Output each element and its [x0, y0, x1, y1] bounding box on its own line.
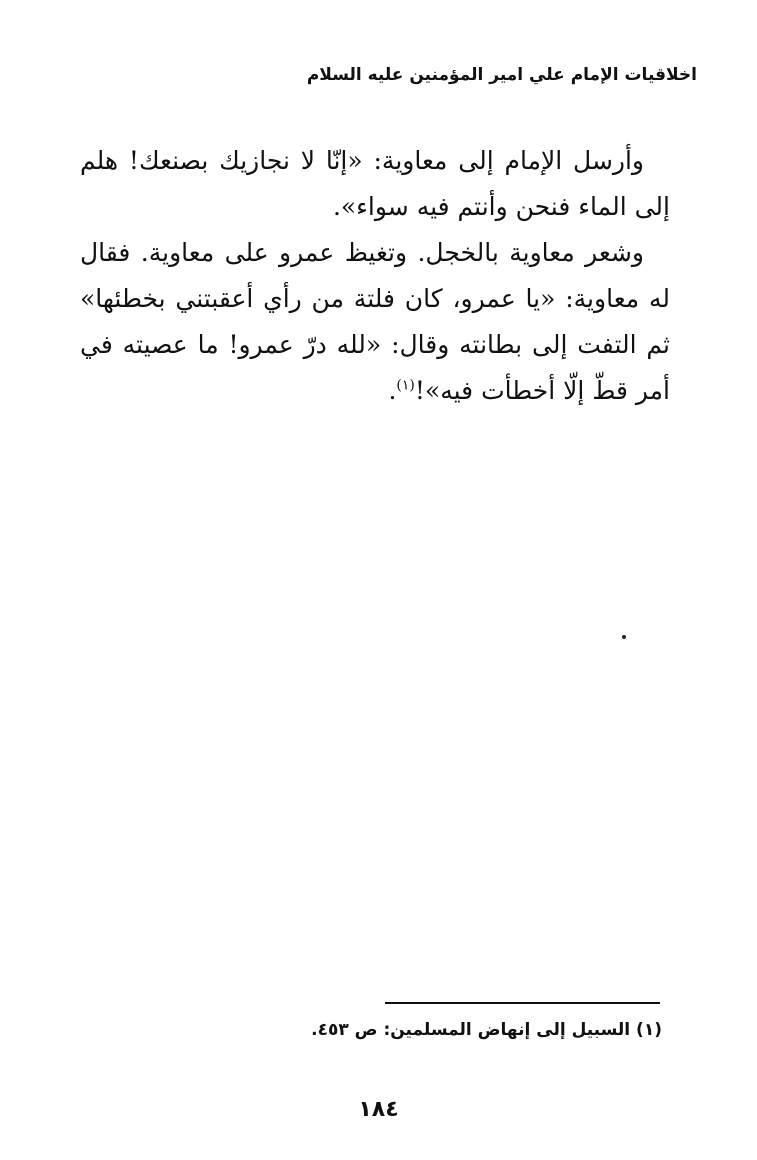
footnote-marker[interactable]: (١)	[396, 377, 415, 394]
running-header	[57, 62, 697, 88]
body-text	[80, 138, 670, 414]
paragraph-2-end: .	[388, 376, 397, 405]
page-number: ١٨٤	[358, 1097, 399, 1122]
paragraph-2-text: وشعر معاوية بالخجل. وتغيظ عمرو على معاوية. فقال له معاوية: «يا عمرو، كان فلتة من رأي أعقبتني بخطئها» ثم التفت إلى بطانته وقال: «لله درّ عمرو! ما عصيته في أمر قطّ إلّا أخطأت فيه»!	[80, 238, 670, 405]
footnote: (١) السبيل إلى إنهاض المسلمين: ص ٤٥٣.	[311, 1020, 662, 1040]
paragraph-1: وأرسل الإمام إلى معاوية: «إنّا لا نجازيك بصنعك! هلم إلى الماء فنحن وأنتم فيه سواء».	[80, 146, 670, 221]
paragraph-2	[80, 230, 670, 414]
footnote-divider	[385, 1002, 660, 1004]
header-title: اخلاقيات الإمام علي امير المؤمنين	[409, 65, 697, 85]
stray-dot	[622, 635, 626, 639]
honorific-seal: عليه السلام	[306, 65, 404, 85]
